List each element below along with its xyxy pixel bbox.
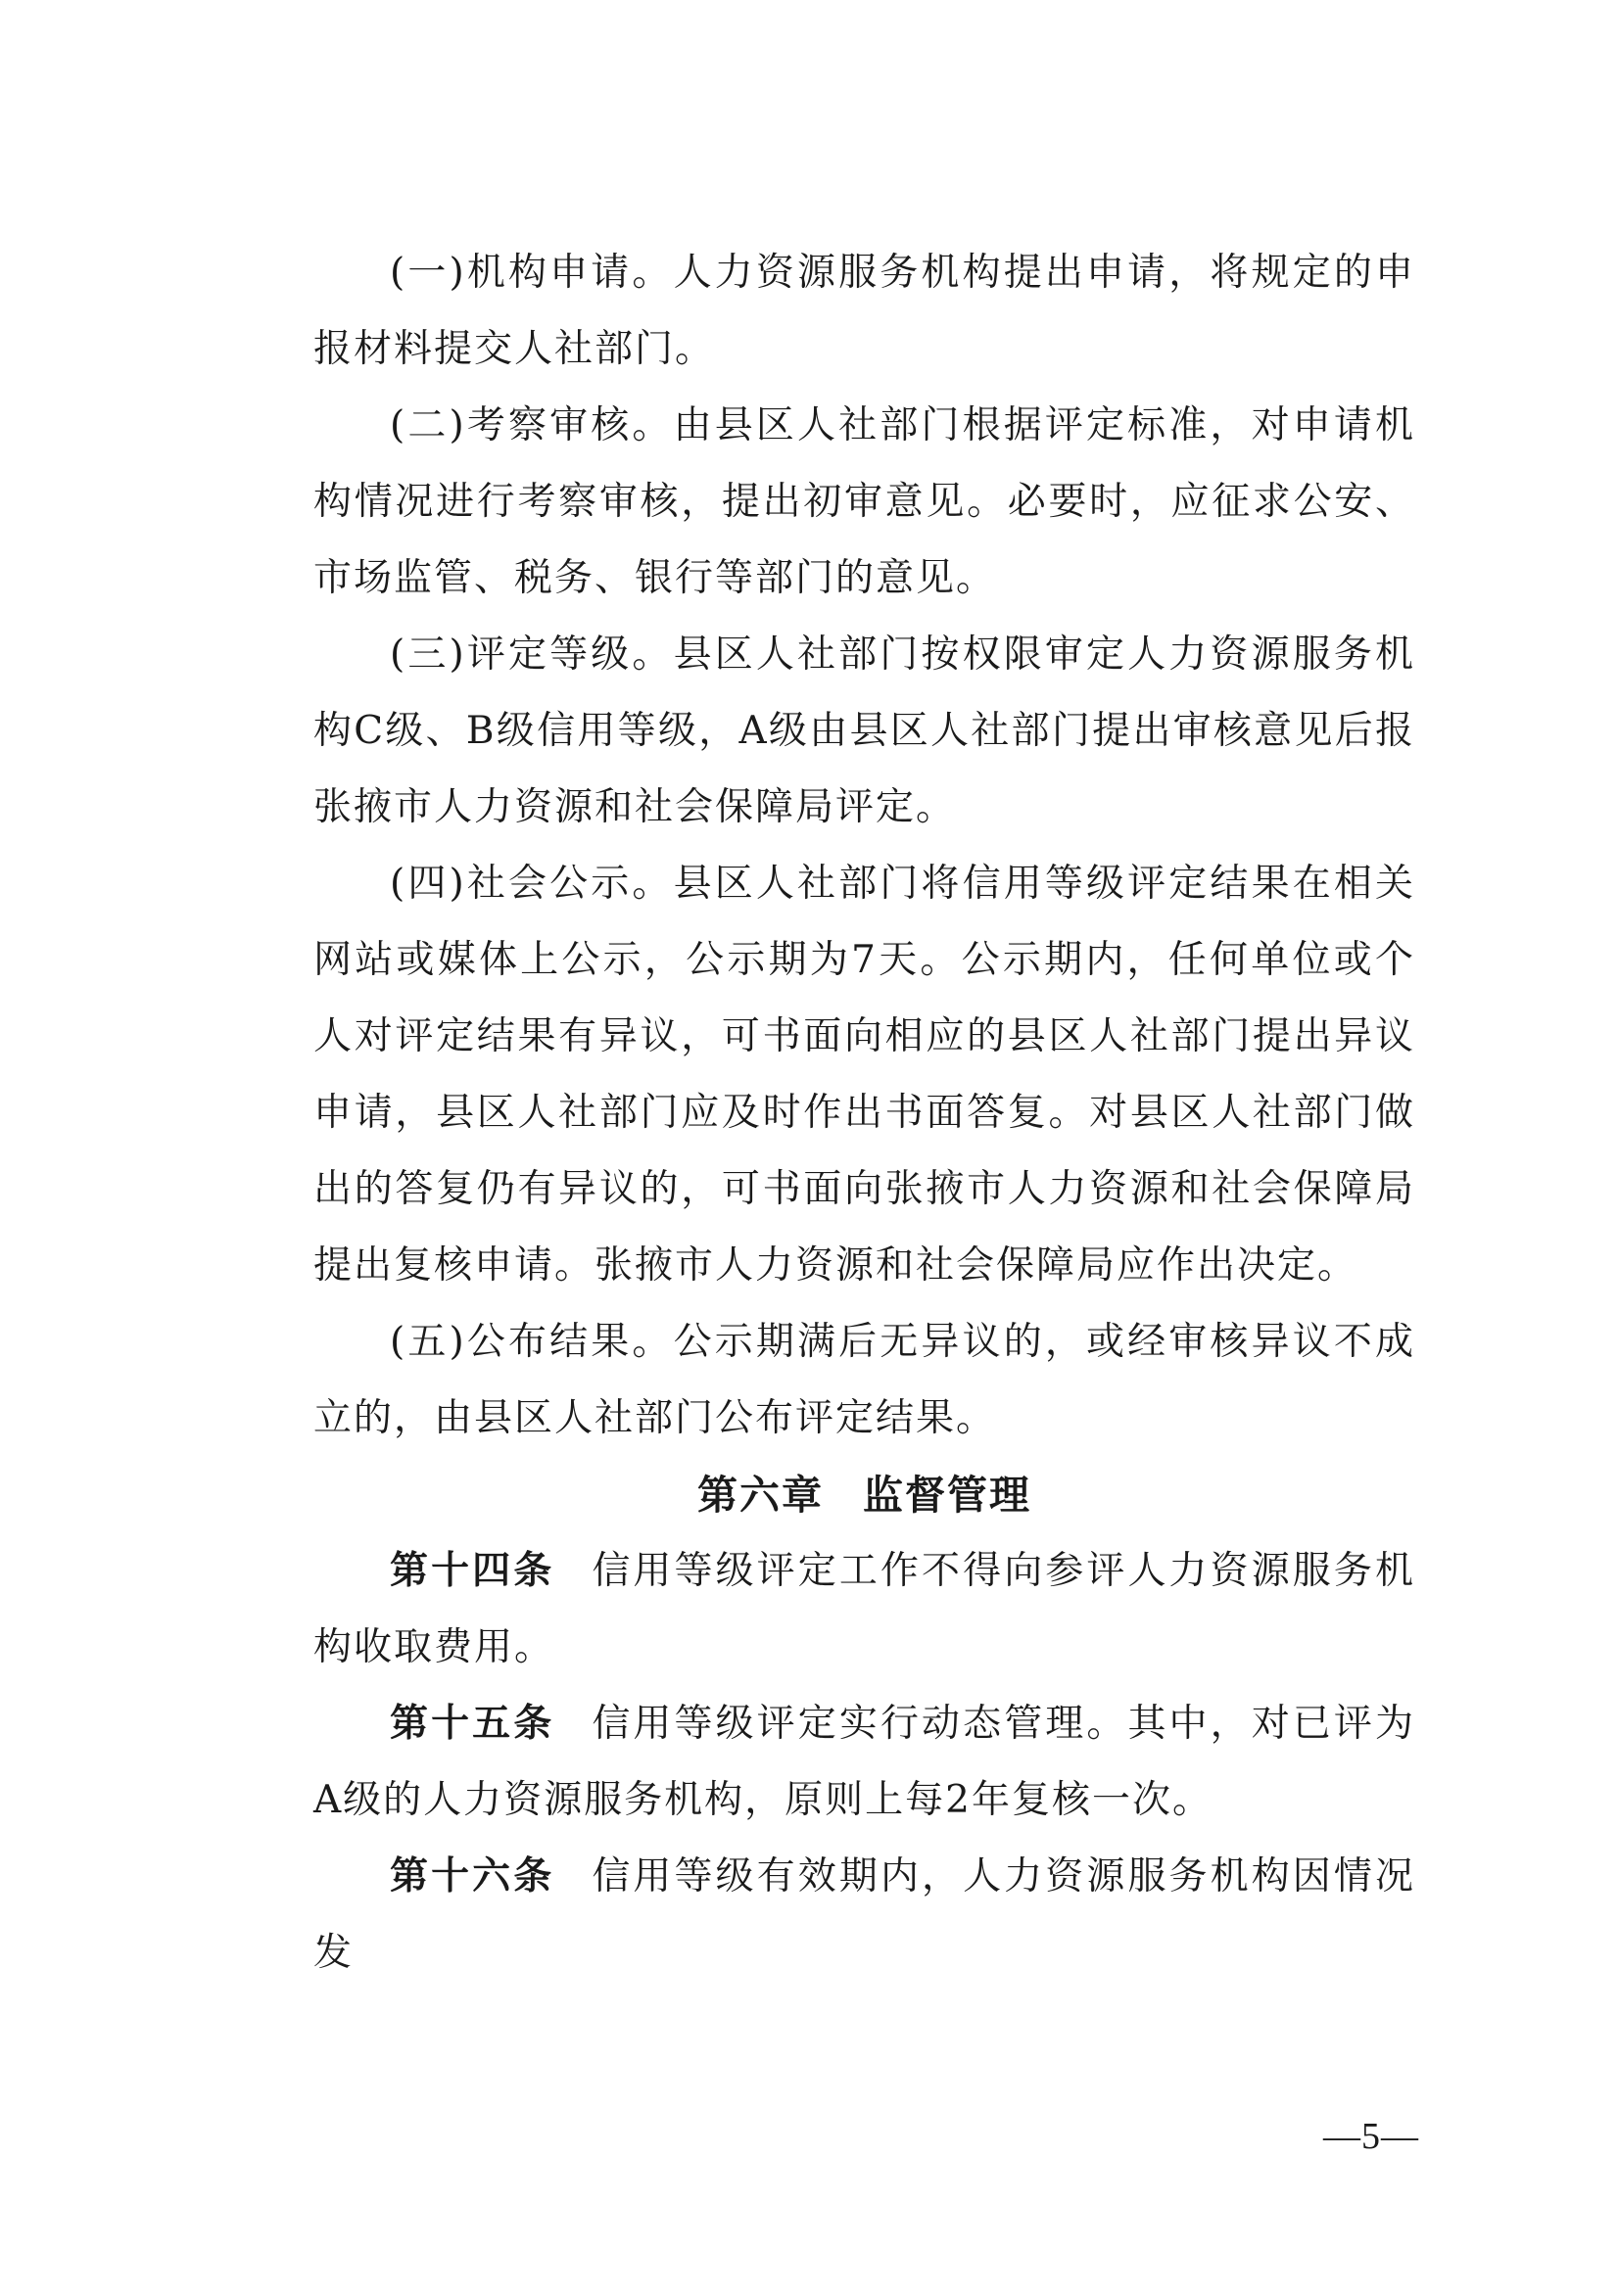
paragraph-rating-grade: (三)评定等级。县区人社部门按权限审定人力资源服务机构C级、B级信用等级，A级由县区人社部门提出审核意见后报张掖市人力资源和社会保障局评定。	[313, 633, 1415, 829]
article-text: 信用等级有效期内，人力资源服务机构因情况发	[313, 1854, 1415, 1975]
article-label: 第十五条	[390, 1702, 555, 1746]
article-14	[313, 1533, 1415, 1686]
article-16	[313, 1839, 1415, 1991]
article-label: 第十六条	[390, 1854, 555, 1898]
paragraph-institution-application: (一)机构申请。人力资源服务机构提出申请，将规定的申报材料提交人社部门。	[313, 251, 1415, 371]
chapter-title: 监督管理	[863, 1472, 1031, 1519]
article-text: 信用等级评定工作不得向参评人力资源服务机构收取费用。	[313, 1549, 1415, 1669]
page-content	[313, 235, 1415, 1991]
chapter-heading	[313, 1457, 1415, 1533]
article-15	[313, 1686, 1415, 1839]
page-number: —5—	[1323, 2116, 1419, 2157]
paragraph-public-notice: (四)社会公示。县区人社部门将信用等级评定结果在相关网站或媒体上公示，公示期为7天。公示期内，任何单位或个人对评定结果有异议，可书面向相应的县区人社部门提出异议申请，县区人社部门应及时作出书面答复。对县区人社部门做出的答复仍有异议的，可书面向张掖市人力资源和社会保障局提出复核申请。张掖市人力资源和社会保障局应作出决定。	[313, 862, 1415, 1288]
article-label: 第十四条	[390, 1549, 555, 1593]
paragraph-announce-results: (五)公布结果。公示期满后无异议的，或经审核异议不成立的，由县区人社部门公布评定结果。	[313, 1320, 1415, 1440]
chapter-number: 第六章	[697, 1472, 824, 1519]
article-text: 信用等级评定实行动态管理。其中，对已评为A级的人力资源服务机构，原则上每2年复核一次。	[313, 1702, 1415, 1822]
paragraph-inspection-review: (二)考察审核。由县区人社部门根据评定标准，对申请机构情况进行考察审核，提出初审意见。必要时，应征求公安、市场监管、税务、银行等部门的意见。	[313, 403, 1415, 600]
